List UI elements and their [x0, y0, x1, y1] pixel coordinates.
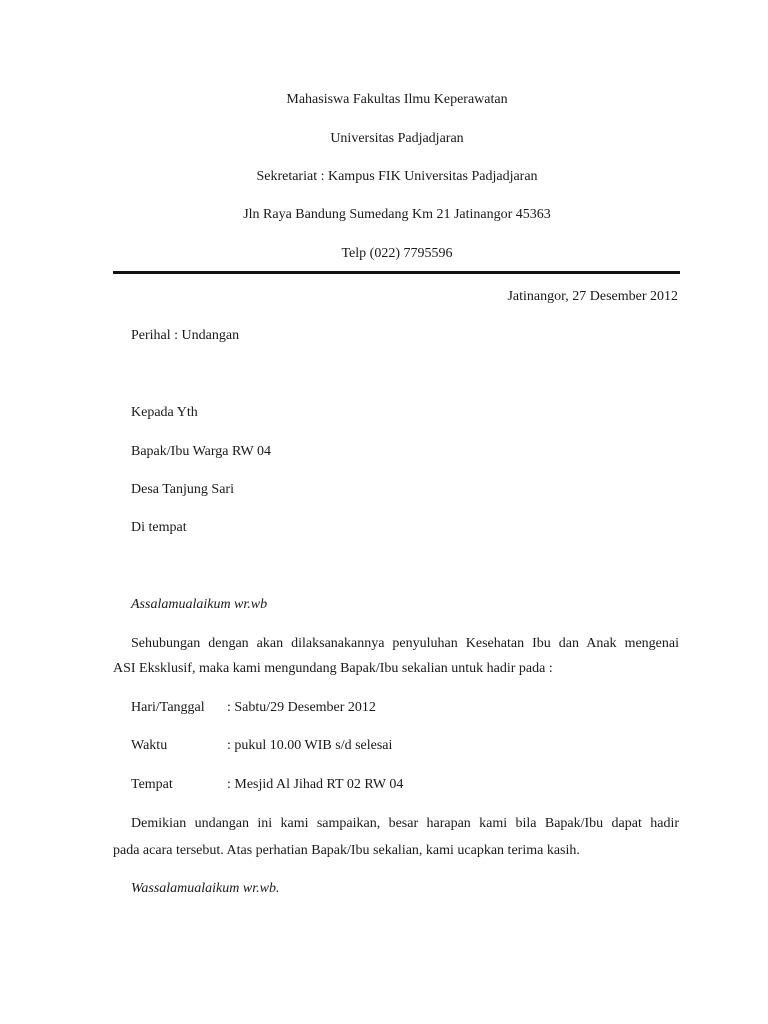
- body-text: Demikian undangan ini kami sampaikan, besar harapan kami bila Bapak/Ibu dapat hadir: [131, 816, 679, 831]
- body-text: Sehubungan dengan akan dilaksanakannya penyuluhan Kesehatan Ibu dan Anak mengenai: [131, 636, 679, 651]
- opening-greeting: Assalamualaikum wr.wb: [131, 597, 268, 612]
- recipient-name: Bapak/Ibu Warga RW 04: [131, 444, 272, 459]
- closing-greeting: Wassalamualaikum wr.wb.: [131, 881, 280, 896]
- detail-label-place: Tempat: [131, 777, 173, 792]
- detail-value-time: : pukul 10.00 WIB s/d selesai: [227, 738, 393, 753]
- detail-label-time: Waktu: [131, 738, 168, 753]
- recipient-place: Di tempat: [131, 520, 187, 535]
- recipient-salutation: Kepada Yth: [131, 405, 198, 420]
- detail-label-date: Hari/Tanggal: [131, 700, 205, 715]
- letter-date: Jatinangor, 27 Desember 2012: [507, 289, 678, 304]
- body-paragraph-2-line-1: [113, 815, 679, 833]
- body-paragraph-1-line-2: ASI Eksklusif, maka kami mengundang Bapak/Ibu sekalian untuk hadir pada :: [113, 661, 553, 676]
- letterhead-address: Jln Raya Bandung Sumedang Km 21 Jatinangor 45363: [243, 207, 551, 222]
- detail-value-date: : Sabtu/29 Desember 2012: [227, 700, 376, 715]
- letterhead-organization: Mahasiswa Fakultas Ilmu Keperawatan: [286, 92, 508, 107]
- letterhead-divider: [113, 271, 680, 274]
- letterhead-secretariat: Sekretariat : Kampus FIK Universitas Padjadjaran: [256, 169, 538, 184]
- detail-value-place: : Mesjid Al Jihad RT 02 RW 04: [227, 777, 404, 792]
- letterhead-university: Universitas Padjadjaran: [330, 131, 464, 146]
- body-paragraph-2-line-2: pada acara tersebut. Atas perhatian Bapak/Ibu sekalian, kami ucapkan terima kasih.: [113, 843, 580, 858]
- letter-subject: Perihal : Undangan: [131, 328, 240, 343]
- letterhead-phone: Telp (022) 7795596: [341, 246, 453, 261]
- recipient-village: Desa Tanjung Sari: [131, 482, 234, 497]
- body-paragraph-1-line-1: [113, 635, 679, 653]
